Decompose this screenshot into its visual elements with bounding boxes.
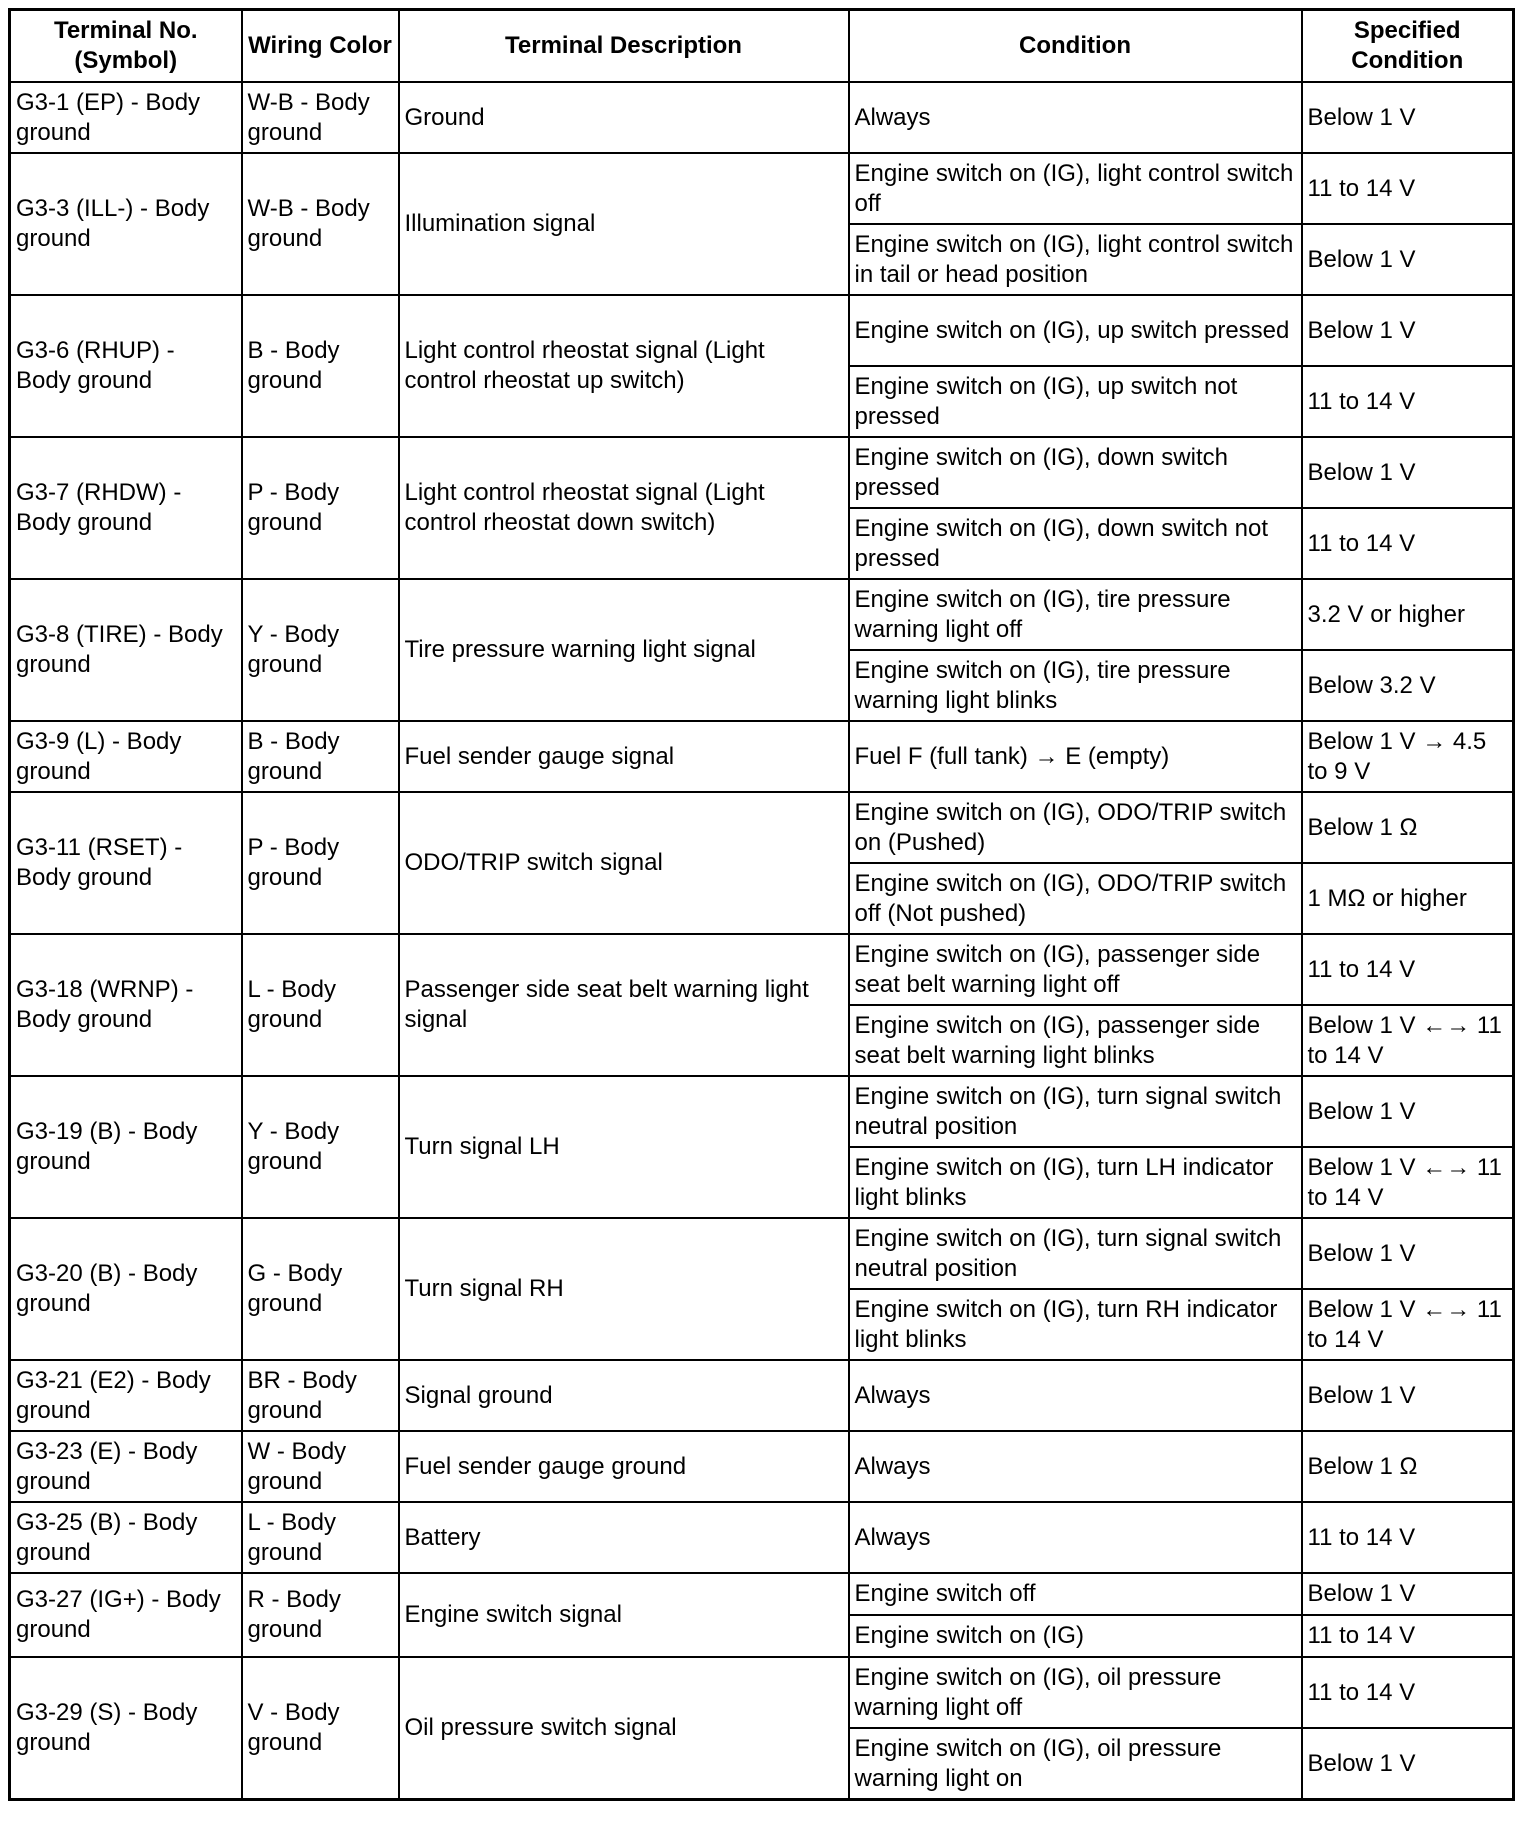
condition-cell: Engine switch on (IG), tire pressure warning light blinks	[849, 650, 1302, 721]
table-row	[10, 1573, 1514, 1615]
specified-condition-cell: 11 to 14 V	[1302, 934, 1514, 1005]
header-row	[10, 10, 1514, 83]
condition-cell: Engine switch on (IG), turn LH indicator light blinks	[849, 1147, 1302, 1218]
specified-condition-cell: 11 to 14 V	[1302, 1657, 1514, 1728]
description-cell: Passenger side seat belt warning light signal	[399, 934, 849, 1076]
wiring-color-cell: P - Body ground	[242, 792, 399, 934]
wiring-color-cell: W-B - Body ground	[242, 153, 399, 295]
wiring-color-cell: R - Body ground	[242, 1573, 399, 1657]
specified-condition-cell: Below 1 V	[1302, 1573, 1514, 1615]
table-row	[10, 1657, 1514, 1728]
header-terminal: Terminal No. (Symbol)	[10, 10, 242, 83]
wiring-color-cell: B - Body ground	[242, 295, 399, 437]
description-cell: Battery	[399, 1502, 849, 1573]
table-row	[10, 792, 1514, 863]
table-row	[10, 1431, 1514, 1502]
condition-cell: Engine switch on (IG), oil pressure warning light on	[849, 1728, 1302, 1800]
specified-condition-cell: Below 1 V ←→ 11 to 14 V	[1302, 1147, 1514, 1218]
condition-cell: Engine switch on (IG), oil pressure warning light off	[849, 1657, 1302, 1728]
table-row	[10, 153, 1514, 224]
condition-cell: Engine switch on (IG), up switch not pressed	[849, 366, 1302, 437]
condition-cell: Always	[849, 1360, 1302, 1431]
description-cell: Fuel sender gauge ground	[399, 1431, 849, 1502]
specified-condition-cell: Below 1 V	[1302, 82, 1514, 153]
condition-cell: Engine switch on (IG), tire pressure warning light off	[849, 579, 1302, 650]
terminal-cell: G3-9 (L) - Body ground	[10, 721, 242, 792]
specified-condition-cell: Below 1 V ←→ 11 to 14 V	[1302, 1005, 1514, 1076]
header-wiring-color: Wiring Color	[242, 10, 399, 83]
terminal-cell: G3-3 (ILL-) - Body ground	[10, 153, 242, 295]
specified-condition-cell: Below 1 V	[1302, 1076, 1514, 1147]
table-row	[10, 1218, 1514, 1289]
specified-condition-cell: 3.2 V or higher	[1302, 579, 1514, 650]
specified-condition-cell: 11 to 14 V	[1302, 153, 1514, 224]
condition-cell: Engine switch on (IG), down switch pressed	[849, 437, 1302, 508]
wiring-color-cell: L - Body ground	[242, 934, 399, 1076]
terminal-cell: G3-25 (B) - Body ground	[10, 1502, 242, 1573]
table-row	[10, 437, 1514, 508]
specified-condition-cell: Below 1 V	[1302, 295, 1514, 366]
wiring-color-cell: BR - Body ground	[242, 1360, 399, 1431]
table-row	[10, 1502, 1514, 1573]
specified-condition-cell: Below 1 Ω	[1302, 1431, 1514, 1502]
condition-cell: Engine switch on (IG), passenger side seat belt warning light blinks	[849, 1005, 1302, 1076]
header-specified-condition: Specified Condition	[1302, 10, 1514, 83]
specified-condition-cell: Below 1 V	[1302, 1360, 1514, 1431]
condition-cell: Engine switch on (IG), passenger side seat belt warning light off	[849, 934, 1302, 1005]
terminal-table	[8, 8, 1515, 1801]
description-cell: ODO/TRIP switch signal	[399, 792, 849, 934]
specified-condition-cell: Below 1 V	[1302, 437, 1514, 508]
condition-cell: Engine switch on (IG)	[849, 1615, 1302, 1657]
specified-condition-cell: 1 MΩ or higher	[1302, 863, 1514, 934]
terminal-cell: G3-18 (WRNP) - Body ground	[10, 934, 242, 1076]
description-cell: Tire pressure warning light signal	[399, 579, 849, 721]
wiring-color-cell: G - Body ground	[242, 1218, 399, 1360]
terminal-cell: G3-29 (S) - Body ground	[10, 1657, 242, 1800]
wiring-color-cell: Y - Body ground	[242, 1076, 399, 1218]
terminal-cell: G3-23 (E) - Body ground	[10, 1431, 242, 1502]
description-cell: Light control rheostat signal (Light control rheostat down switch)	[399, 437, 849, 579]
description-cell: Light control rheostat signal (Light control rheostat up switch)	[399, 295, 849, 437]
specified-condition-cell: 11 to 14 V	[1302, 508, 1514, 579]
table-row	[10, 295, 1514, 366]
specified-condition-cell: Below 1 V	[1302, 224, 1514, 295]
terminal-cell: G3-19 (B) - Body ground	[10, 1076, 242, 1218]
condition-cell: Engine switch on (IG), up switch pressed	[849, 295, 1302, 366]
terminal-cell: G3-21 (E2) - Body ground	[10, 1360, 242, 1431]
condition-cell: Engine switch on (IG), ODO/TRIP switch off (Not pushed)	[849, 863, 1302, 934]
wiring-color-cell: P - Body ground	[242, 437, 399, 579]
condition-cell: Always	[849, 1502, 1302, 1573]
header-terminal-description: Terminal Description	[399, 10, 849, 83]
specified-condition-cell: Below 1 V	[1302, 1218, 1514, 1289]
terminal-cell: G3-11 (RSET) - Body ground	[10, 792, 242, 934]
wiring-color-cell: W - Body ground	[242, 1431, 399, 1502]
table-body	[10, 82, 1514, 1800]
table-row	[10, 934, 1514, 1005]
specified-condition-cell: 11 to 14 V	[1302, 1615, 1514, 1657]
condition-cell: Always	[849, 82, 1302, 153]
specified-condition-cell: Below 3.2 V	[1302, 650, 1514, 721]
description-cell: Ground	[399, 82, 849, 153]
terminal-cell: G3-1 (EP) - Body ground	[10, 82, 242, 153]
description-cell: Turn signal RH	[399, 1218, 849, 1360]
specified-condition-cell: 11 to 14 V	[1302, 1502, 1514, 1573]
condition-cell: Engine switch on (IG), down switch not pressed	[849, 508, 1302, 579]
table-row	[10, 721, 1514, 792]
description-cell: Fuel sender gauge signal	[399, 721, 849, 792]
condition-cell: Engine switch on (IG), ODO/TRIP switch on (Pushed)	[849, 792, 1302, 863]
header-condition: Condition	[849, 10, 1302, 83]
description-cell: Signal ground	[399, 1360, 849, 1431]
description-cell: Turn signal LH	[399, 1076, 849, 1218]
specified-condition-cell: Below 1 V → 4.5 to 9 V	[1302, 721, 1514, 792]
terminal-cell: G3-27 (IG+) - Body ground	[10, 1573, 242, 1657]
description-cell: Oil pressure switch signal	[399, 1657, 849, 1800]
specified-condition-cell: Below 1 V ←→ 11 to 14 V	[1302, 1289, 1514, 1360]
condition-cell: Engine switch on (IG), turn RH indicator light blinks	[849, 1289, 1302, 1360]
condition-cell: Always	[849, 1431, 1302, 1502]
table-row	[10, 82, 1514, 153]
description-cell: Illumination signal	[399, 153, 849, 295]
condition-cell: Engine switch on (IG), light control switch in tail or head position	[849, 224, 1302, 295]
table-row	[10, 1360, 1514, 1431]
table-row	[10, 1076, 1514, 1147]
specified-condition-cell: Below 1 Ω	[1302, 792, 1514, 863]
terminal-cell: G3-8 (TIRE) - Body ground	[10, 579, 242, 721]
condition-cell: Fuel F (full tank) → E (empty)	[849, 721, 1302, 792]
condition-cell: Engine switch on (IG), turn signal switch neutral position	[849, 1218, 1302, 1289]
terminal-cell: G3-20 (B) - Body ground	[10, 1218, 242, 1360]
condition-cell: Engine switch on (IG), turn signal switch neutral position	[849, 1076, 1302, 1147]
wiring-color-cell: W-B - Body ground	[242, 82, 399, 153]
condition-cell: Engine switch on (IG), light control switch off	[849, 153, 1302, 224]
table-row	[10, 579, 1514, 650]
wiring-color-cell: B - Body ground	[242, 721, 399, 792]
terminal-cell: G3-6 (RHUP) - Body ground	[10, 295, 242, 437]
wiring-color-cell: Y - Body ground	[242, 579, 399, 721]
condition-cell: Engine switch off	[849, 1573, 1302, 1615]
wiring-color-cell: L - Body ground	[242, 1502, 399, 1573]
specified-condition-cell: Below 1 V	[1302, 1728, 1514, 1800]
wiring-color-cell: V - Body ground	[242, 1657, 399, 1800]
description-cell: Engine switch signal	[399, 1573, 849, 1657]
terminal-cell: G3-7 (RHDW) - Body ground	[10, 437, 242, 579]
specified-condition-cell: 11 to 14 V	[1302, 366, 1514, 437]
